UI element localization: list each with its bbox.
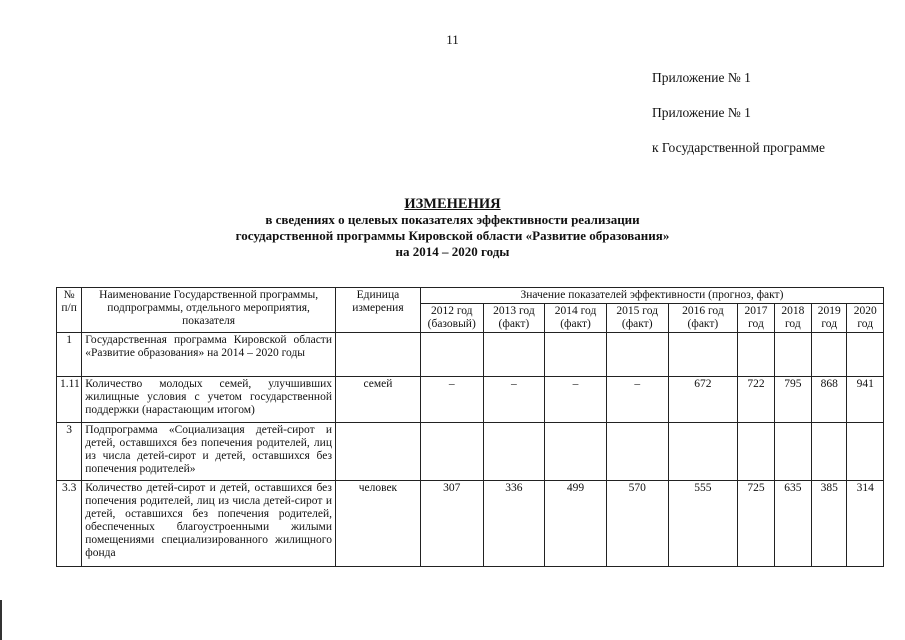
- row-value: 795: [774, 377, 811, 423]
- row-value: 336: [483, 481, 545, 567]
- document-title: [0, 196, 905, 260]
- title-main: ИЗМЕНЕНИЯ: [404, 196, 501, 212]
- row-value: 307: [420, 481, 483, 567]
- header-year: 2012 год (базовый): [420, 304, 483, 333]
- row-value: [420, 333, 483, 377]
- row-value: [847, 423, 884, 481]
- appendix-line-1: Приложение № 1: [652, 70, 751, 85]
- header-values-group: Значение показателей эффективности (прогноз, факт): [420, 288, 883, 304]
- row-unit: [335, 423, 420, 481]
- title-line-1: в сведениях о целевых показателях эффективности реализации: [265, 212, 640, 227]
- row-value: 635: [774, 481, 811, 567]
- row-value: [545, 333, 607, 377]
- row-value: [738, 333, 774, 377]
- row-num: 1.11: [57, 377, 82, 423]
- row-value: 941: [847, 377, 884, 423]
- row-value: [847, 333, 884, 377]
- row-value: [668, 333, 738, 377]
- row-value: [812, 423, 847, 481]
- header-unit: Единица измерения: [335, 288, 420, 333]
- row-value: [668, 423, 738, 481]
- row-value: –: [420, 377, 483, 423]
- appendix-line-2: Приложение № 1: [652, 105, 751, 120]
- row-value: 722: [738, 377, 774, 423]
- row-value: –: [483, 377, 545, 423]
- header-year: 2015 год (факт): [606, 304, 668, 333]
- row-value: [606, 423, 668, 481]
- row-value: 499: [545, 481, 607, 567]
- table-row: [57, 333, 884, 377]
- scan-edge-mark: [0, 600, 2, 640]
- header-year: 2020 год: [847, 304, 884, 333]
- row-value: [812, 333, 847, 377]
- row-value: [545, 423, 607, 481]
- row-num: 3: [57, 423, 82, 481]
- header-num: № п/п: [57, 288, 82, 333]
- row-value: [483, 423, 545, 481]
- row-name: Государственная программа Кировской области «Развитие образования» на 2014 – 2020 годы: [82, 333, 336, 377]
- table-row: [57, 377, 884, 423]
- header-year: 2019 год: [812, 304, 847, 333]
- header-name: Наименование Государственной программы, подпрограммы, отдельного мероприятия, показателя: [82, 288, 336, 333]
- row-value: –: [606, 377, 668, 423]
- header-year: 2018 год: [774, 304, 811, 333]
- row-value: 725: [738, 481, 774, 567]
- row-value: 314: [847, 481, 884, 567]
- page-number: 11: [446, 32, 459, 47]
- row-value: [774, 423, 811, 481]
- row-value: [606, 333, 668, 377]
- row-num: 3.3: [57, 481, 82, 567]
- indicators-table: [56, 287, 884, 567]
- header-year: 2016 год (факт): [668, 304, 738, 333]
- row-unit: семей: [335, 377, 420, 423]
- row-unit: [335, 333, 420, 377]
- row-value: 555: [668, 481, 738, 567]
- header-year: 2017 год: [738, 304, 774, 333]
- row-value: 868: [812, 377, 847, 423]
- row-value: –: [545, 377, 607, 423]
- row-value: 672: [668, 377, 738, 423]
- row-name: Количество детей-сирот и детей, оставшихся без попечения родителей, лиц из числа детей-сирот и детей, оставшихся без попечения родителей, обеспеченных благоустроенными жилыми помещениями специализированного жилищного фонда: [82, 481, 336, 567]
- title-line-2: государственной программы Кировской области «Развитие образования»: [235, 228, 670, 243]
- row-value: [774, 333, 811, 377]
- appendix-line-3: к Государственной программе: [652, 140, 826, 155]
- row-num: 1: [57, 333, 82, 377]
- header-year: 2014 год (факт): [545, 304, 607, 333]
- row-unit: человек: [335, 481, 420, 567]
- table-row: [57, 423, 884, 481]
- row-value: [420, 423, 483, 481]
- row-name: Подпрограмма «Социализация детей-сирот и детей, оставшихся без попечения родителей, лиц из числа детей-сирот и детей, оставшихся без попечения родителей»: [82, 423, 336, 481]
- table-header-row: [57, 288, 884, 304]
- row-value: [738, 423, 774, 481]
- title-line-3: на 2014 – 2020 годы: [395, 244, 510, 259]
- header-year: 2013 год (факт): [483, 304, 545, 333]
- table-row: [57, 481, 884, 567]
- row-value: [483, 333, 545, 377]
- row-value: 385: [812, 481, 847, 567]
- row-name: Количество молодых семей, улучшивших жилищные условия с учетом государственной поддержки (нарастающим итогом): [82, 377, 336, 423]
- row-value: 570: [606, 481, 668, 567]
